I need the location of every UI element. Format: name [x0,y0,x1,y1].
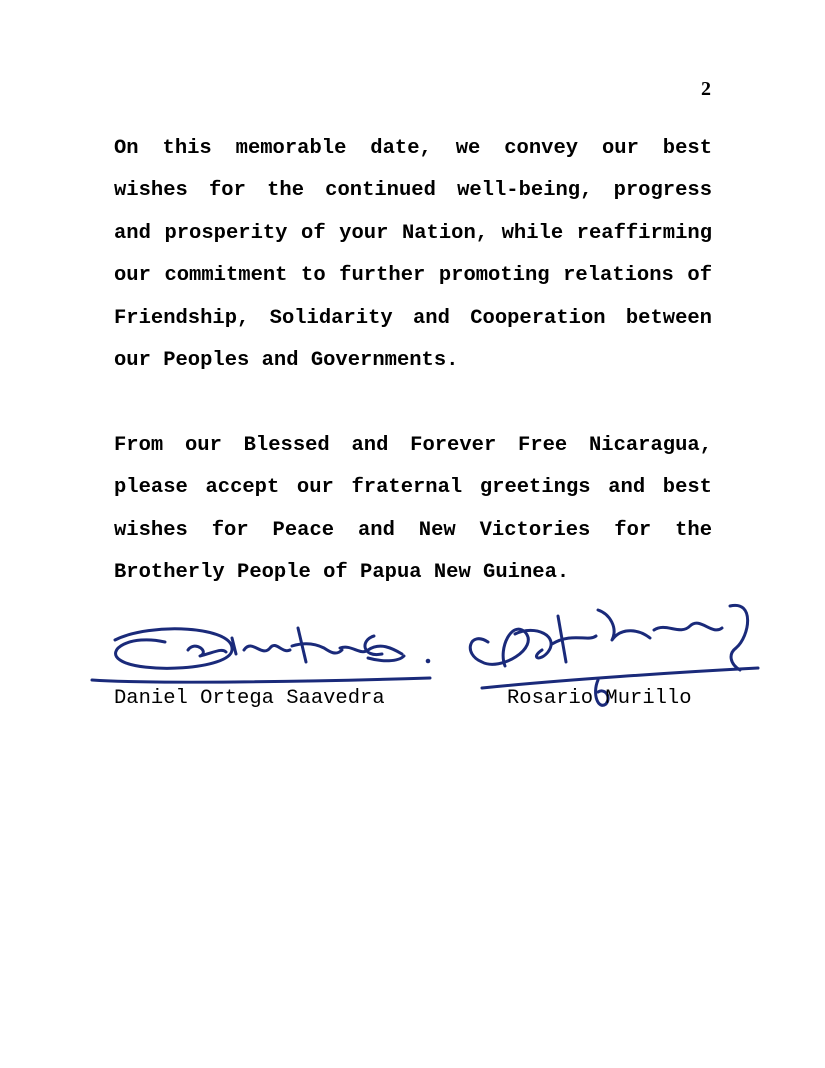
letter-paragraph-2: From our Blessed and Forever Free Nicaragua, please accept our fraternal greetings and best wishes for Peace and New Victories for the Brotherly People of Papua New Guinea. [114,434,712,585]
page-number: 2 [701,78,711,100]
signature-daniel-ortega [92,628,430,682]
letter-paragraph-1: On this memorable date, we convey our best wishes for the continued well-being, progress and prosperity of your Nation, while reaffirming our commitment to further promoting relations of Friendship, Solidarity and Cooperation between our Peoples and Governments. [114,137,712,373]
signature-block [0,592,825,722]
signatory-name-rosario-murillo: Rosario Murillo [507,687,692,710]
signatory-name-daniel-ortega: Daniel Ortega Saavedra [114,687,385,710]
